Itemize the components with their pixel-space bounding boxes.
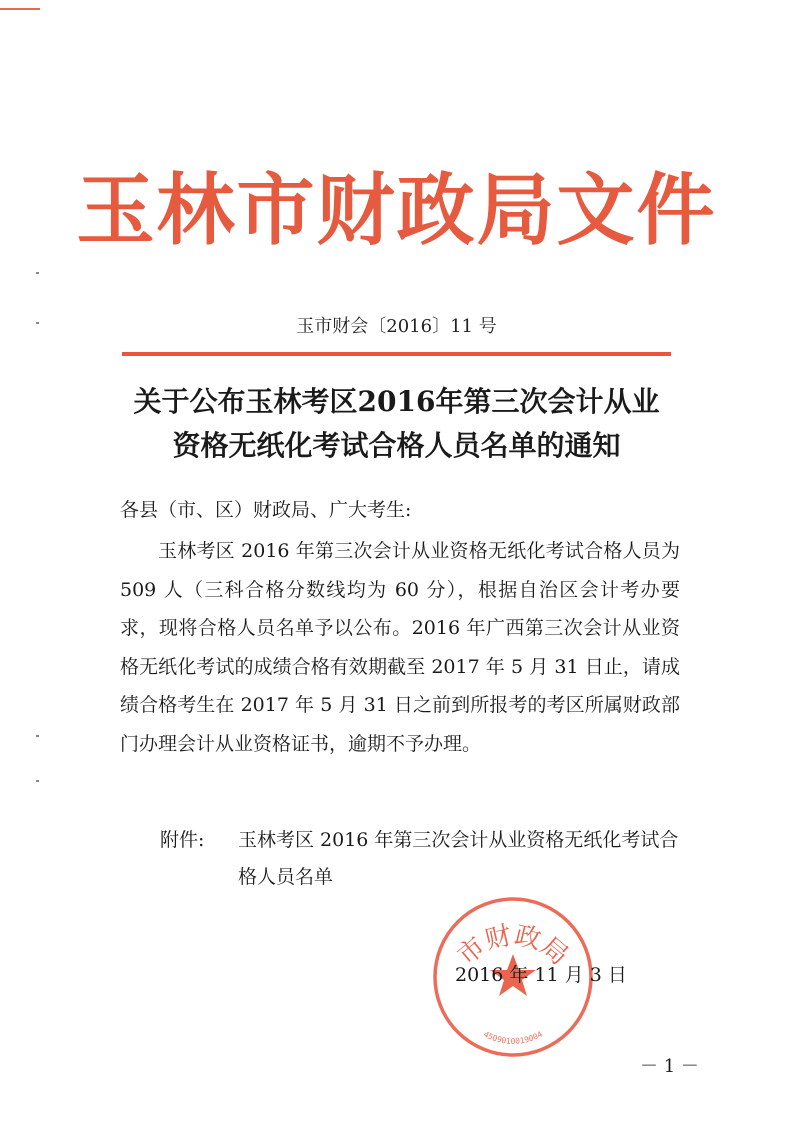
salutation: 各县（市、区）财政局、广大考生: bbox=[120, 499, 412, 521]
body-paragraph: 玉林考区 2016 年第三次会计从业资格无纸化考试合格人员为 509 人（三科合格分数线均为 60 分），根据自治区会计考办要求，现将合格人员名单予以公布。2016 年广西第三次会计从业资格无纸化考试的成绩合格有效期截至 2017 年 5 月 31 日止，请成绩合格考生在 2017 年 5 月 31 日之前到所报考的考区所属财政部门办理会计从业资格证书，逾期不予办理。 bbox=[120, 540, 680, 755]
red-divider-line bbox=[122, 352, 671, 356]
scan-speck bbox=[36, 735, 39, 737]
seal-text: 市财政局 bbox=[452, 920, 574, 972]
attachment-text: 玉林考区 2016 年第三次会计从业资格无纸化考试合格人员名单 bbox=[238, 829, 679, 888]
corner-mark bbox=[0, 8, 40, 10]
scan-speck bbox=[36, 780, 39, 782]
attachment bbox=[160, 822, 680, 896]
signature-date: 2016 年 11 月 3 日 bbox=[455, 964, 627, 986]
notice-title-line-2: 资格无纸化考试合格人员名单的通知 bbox=[172, 429, 621, 462]
seal-code: 4509010019004 bbox=[482, 1029, 544, 1046]
document-number: 玉市财会〔2016〕11 号 bbox=[296, 316, 497, 337]
document-header-title: 玉林市财政局文件 bbox=[76, 166, 717, 256]
attachment-label: 附件: bbox=[160, 829, 205, 851]
page-number: － 1 － bbox=[640, 1056, 699, 1077]
scan-speck bbox=[36, 272, 39, 274]
notice-title-line-1: 关于公布玉林考区2016年第三次会计从业 bbox=[133, 385, 660, 418]
notice-title bbox=[0, 380, 793, 468]
